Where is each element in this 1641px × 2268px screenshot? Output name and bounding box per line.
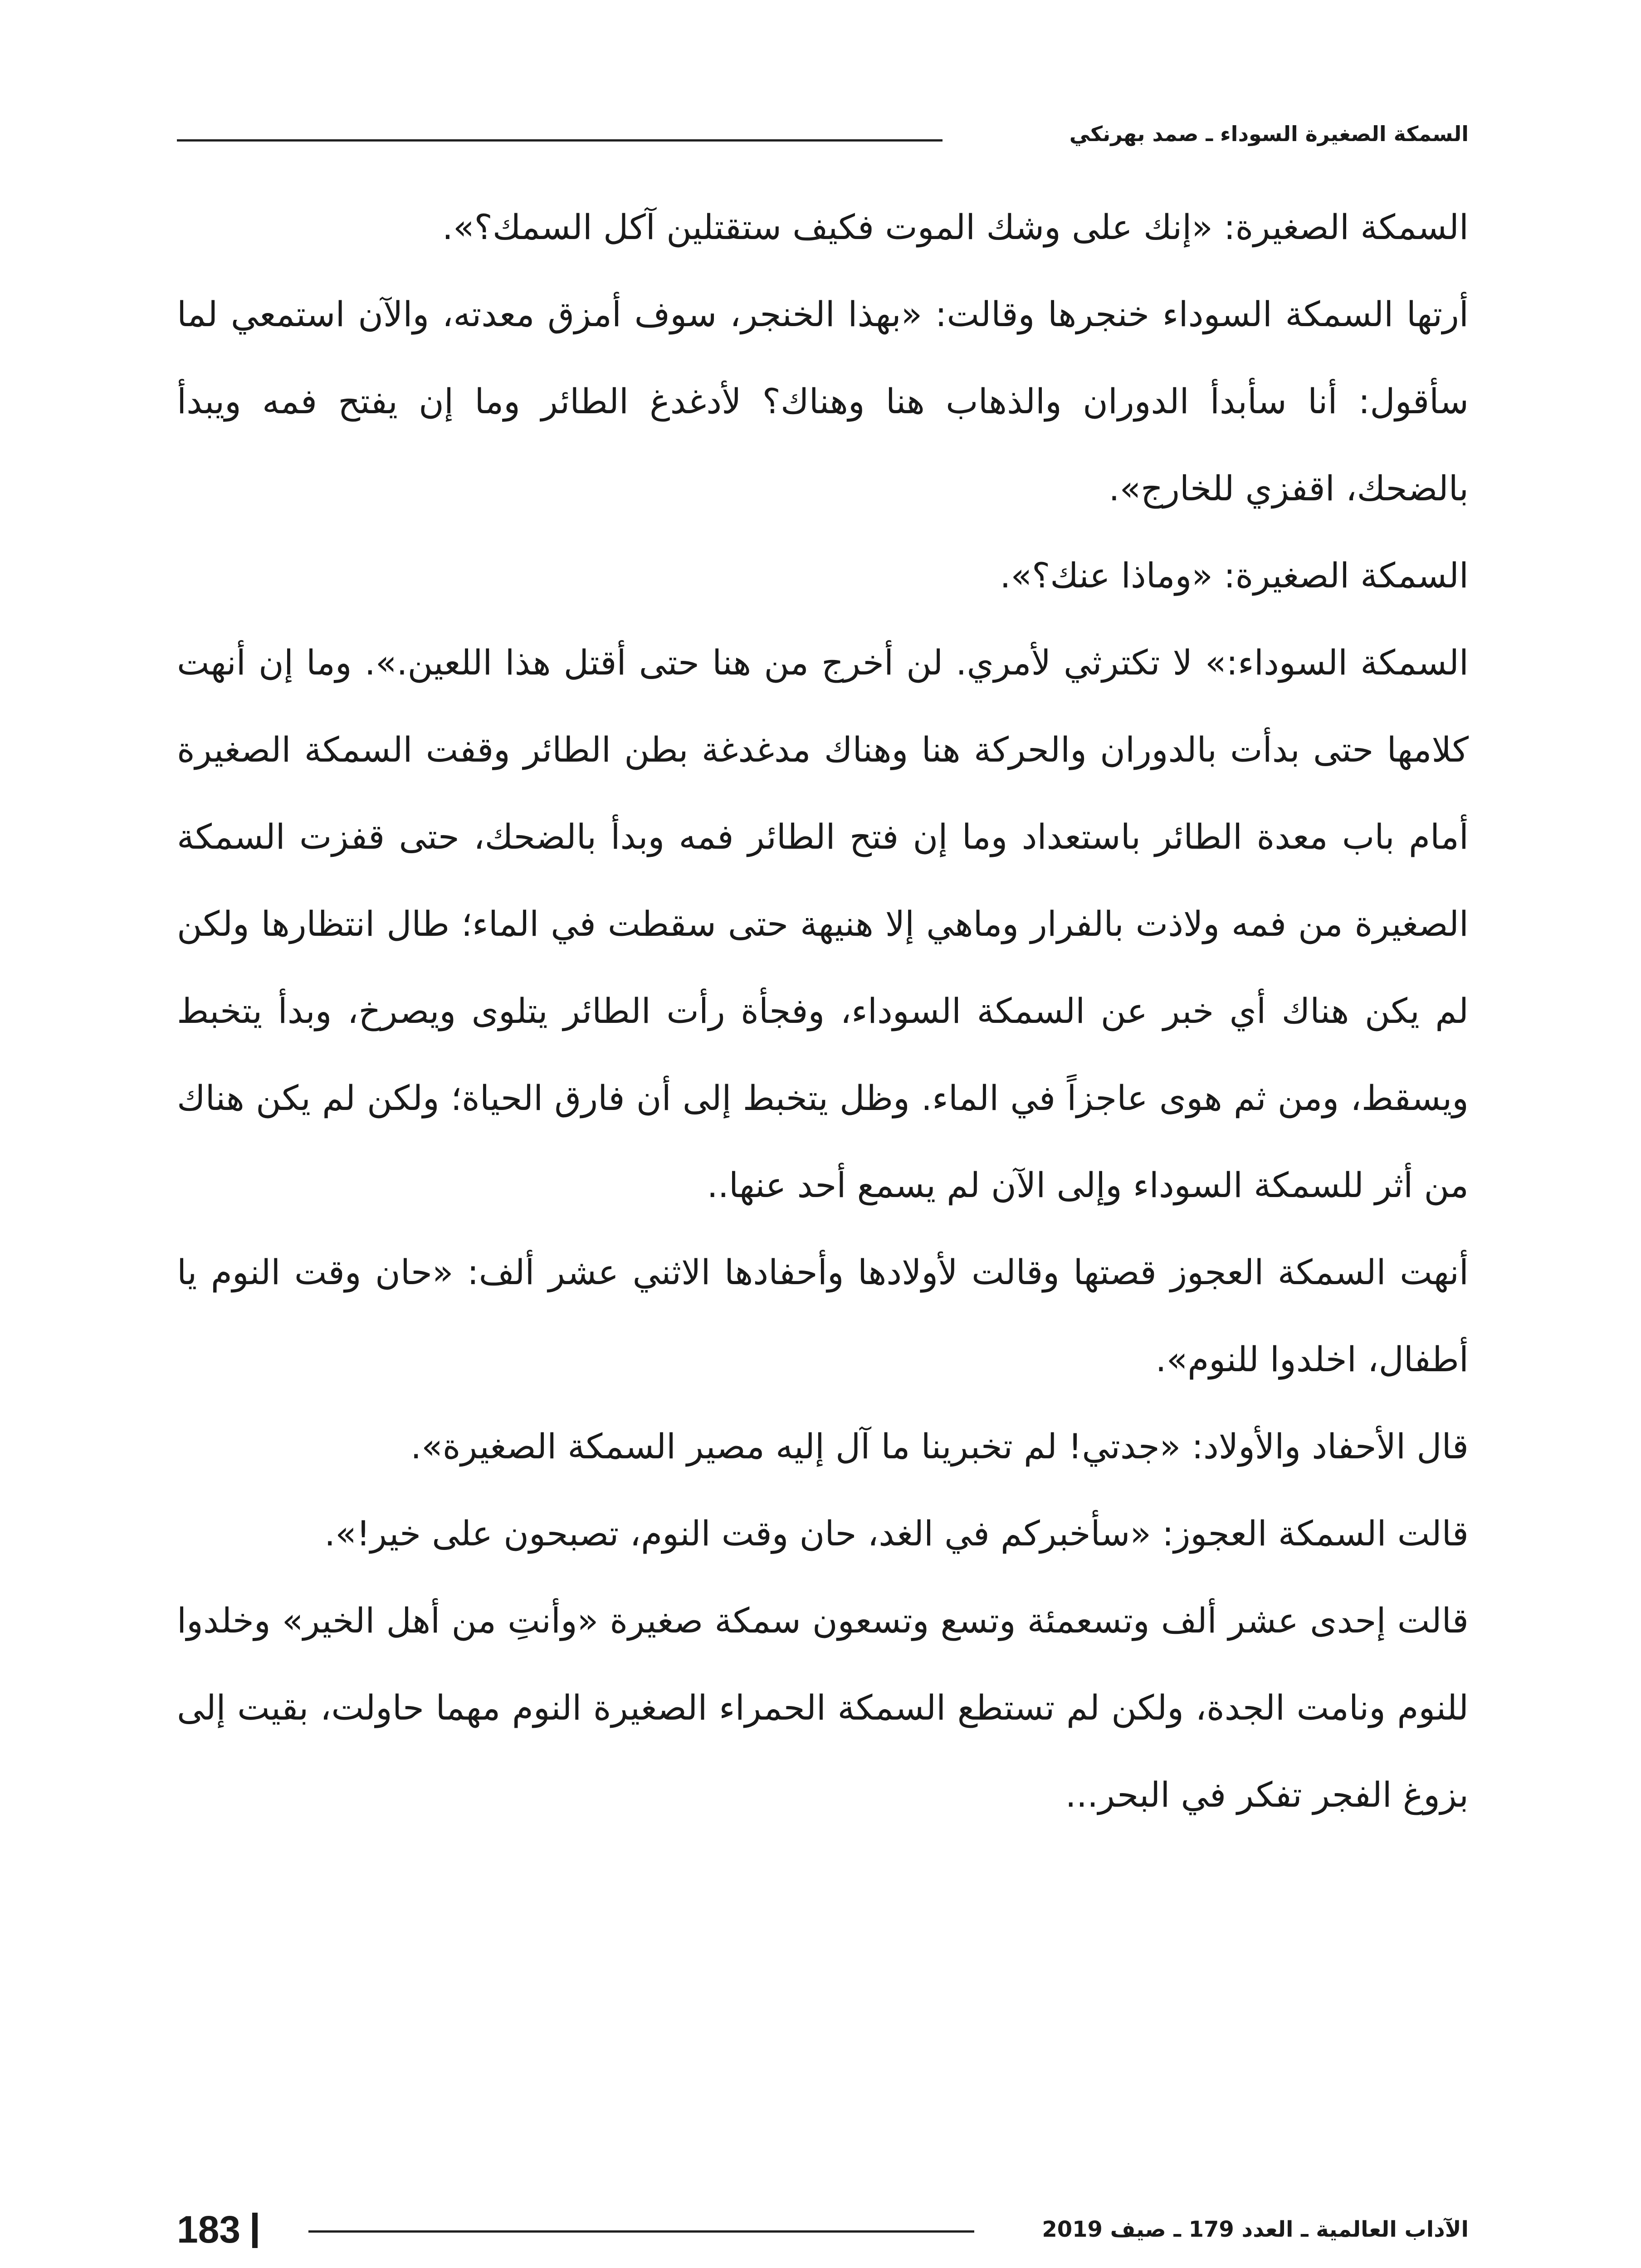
footer-rule xyxy=(308,2230,974,2233)
running-title: السمكة الصغيرة السوداء ـ صمد بهرنكي xyxy=(1069,122,1469,146)
paragraph: السمكة السوداء:» لا تكترثي لأمري. لن أخرج من هنا حتى أقتل هذا اللعين.». وما إن أنهت كلامها حتى بدأت بالدوران والحركة هنا وهناك مدغدغة بطن الطائر وقفت السمكة الصغيرة أمام باب معدة الطائر باستعداد وما إن فتح الطائر فمه وبدأ بالضحك، حتى قفزت السمكة الصغيرة من فمه ولاذت بالفرار وماهي إلا هنيهة حتى سقطت في الماء؛ طال انتظارها ولكن لم يكن هناك أي خبر عن السمكة السوداء، وفجأة رأت الطائر يتلوى ويصرخ، وبدأ يتخبط ويسقط، ومن ثم هوى عاجزاً في الماء. وظل يتخبط إلى أن فارق الحياة؛ ولكن لم يكن هناك من أثر للسمكة السوداء وإلى الآن لم يسمع أحد عنها.. xyxy=(177,642,1469,1205)
page-footer xyxy=(177,2202,1469,2257)
page-header xyxy=(177,116,1469,152)
paragraph: قالت السمكة العجوز: «سأخبركم في الغد، حان وقت النوم، تصبحون على خير!». xyxy=(324,1513,1469,1554)
body-text xyxy=(177,184,1469,1838)
paragraph: السمكة الصغيرة: «وماذا عنك؟». xyxy=(1000,555,1469,596)
paragraph: أنهت السمكة العجوز قصتها وقالت لأولادها وأحفادها الاثني عشر ألف: «حان وقت النوم يا أطفال، اخلدوا للنوم». xyxy=(177,1252,1469,1379)
page-number-value: 183 xyxy=(177,2208,241,2251)
page-number xyxy=(177,2202,258,2257)
paragraph: قالت إحدى عشر ألف وتسعمئة وتسع وتسعون سمكة صغيرة «وأنتِ من أهل الخير» وخلدوا للنوم ونامت الجدة، ولكن لم تستطع السمكة الحمراء الصغيرة النوم مهما حاولت، بقيت إلى بزوغ الفجر تفكر في البحر... xyxy=(177,1600,1469,1815)
paragraph: قال الأحفاد والأولاد: «جدتي! لم تخبرينا ما آل إليه مصير السمكة الصغيرة». xyxy=(410,1426,1469,1466)
page-number-divider xyxy=(252,2213,258,2248)
header-rule xyxy=(177,139,943,142)
paragraph: أرتها السمكة السوداء خنجرها وقالت: «بهذا الخنجر، سوف أمزق معدته، والآن استمعي لما سأقول: أنا سأبدأ الدوران والذهاب هنا وهناك؟ لأدغدغ الطائر وما إن يفتح فمه ويبدأ بالضحك، اقفزي للخارج». xyxy=(177,294,1469,508)
journal-info: الآداب العالمية ـ العدد 179 ـ صيف 2019 xyxy=(1042,2217,1469,2242)
paragraph: السمكة الصغيرة: «إنك على وشك الموت فكيف ستقتلين آكل السمك؟». xyxy=(442,207,1469,247)
